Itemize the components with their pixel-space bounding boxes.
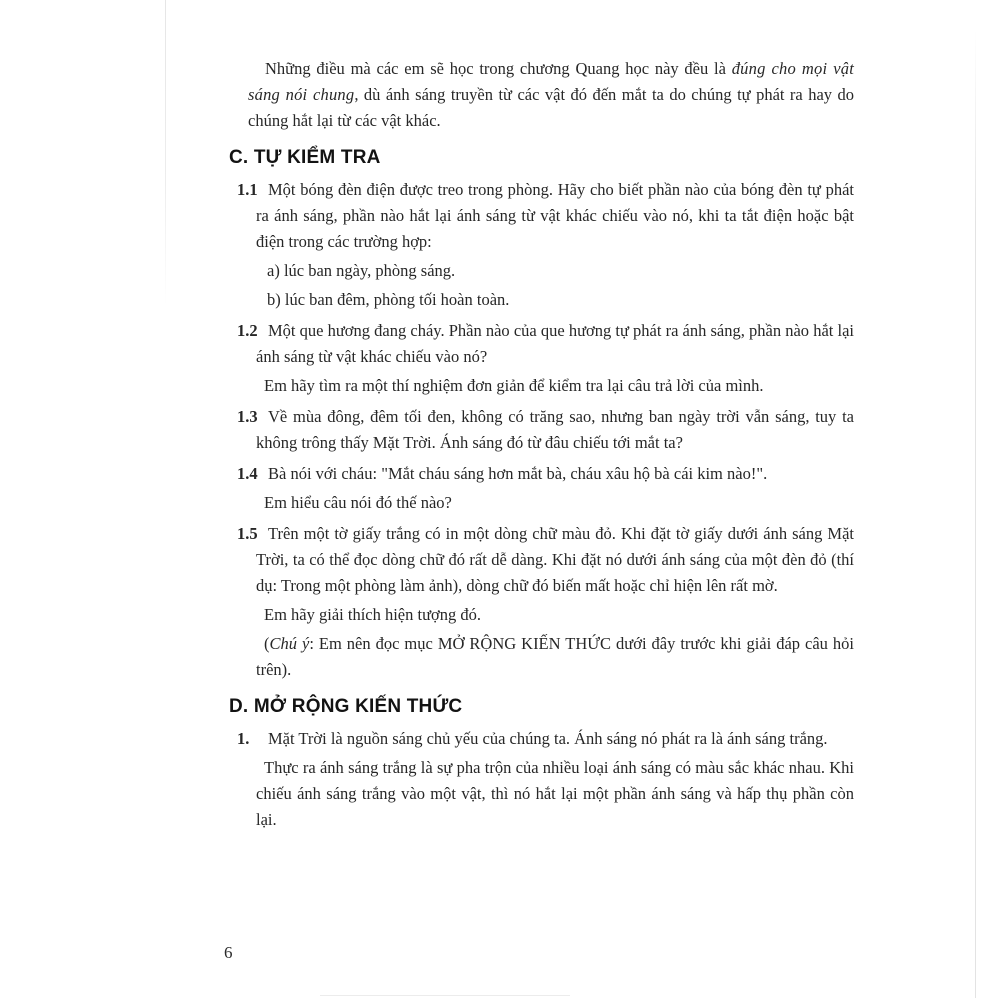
exercise-item-1-5 xyxy=(0,521,998,683)
item-text xyxy=(237,318,854,370)
expansion-item-1 xyxy=(0,726,998,833)
intro-tail-text: , dù ánh sáng truyền từ các vật đó đến mắt ta do chúng tự phát ra hay do chúng hắt lại từ các vật khác. xyxy=(248,85,854,130)
note-italic-lead: Chú ý xyxy=(269,634,310,653)
exercise-item-1-4 xyxy=(0,461,998,516)
sub-item-b: b) lúc ban đêm, phòng tối hoàn toàn. xyxy=(267,290,510,309)
item-paragraph: Em hãy tìm ra một thí nghiệm đơn giản để kiểm tra lại câu trả lời của mình. xyxy=(264,376,764,395)
item-number: 1.5 xyxy=(237,524,258,543)
item-body: Một que hương đang cháy. Phần nào của que hương tự phát ra ánh sáng, phần nào hắt lại ánh sáng từ vật khác chiếu vào nó? xyxy=(256,321,854,366)
sub-item-a: a) lúc ban ngày, phòng sáng. xyxy=(267,261,456,280)
section-d-heading: D. MỞ RỘNG KIẾN THỨC xyxy=(229,696,463,717)
exercise-item-1-3 xyxy=(0,404,998,456)
page-edge-line-right xyxy=(975,30,976,998)
section-c-heading: C. TỰ KIỂM TRA xyxy=(229,147,381,168)
item-text xyxy=(237,521,854,599)
item-body: Trên một tờ giấy trắng có in một dòng chữ màu đỏ. Khi đặt tờ giấy dưới ánh sáng Mặt Trời, ta có thể đọc dòng chữ đó rất dễ dàng. Khi đặt nó dưới ánh sáng của một đèn đỏ (thí dụ: Trong một phòng làm ảnh), dòng chữ đó biến mất hoặc chỉ hiện lên rất mờ. xyxy=(256,524,854,595)
item-number: 1.2 xyxy=(237,321,258,340)
note-open-paren: ( xyxy=(264,634,270,653)
exercise-item-1-1 xyxy=(0,177,998,313)
item-number: 1.3 xyxy=(237,407,258,426)
page-edge-line-left xyxy=(165,0,166,305)
item-text xyxy=(237,177,854,255)
item-body: Về mùa đông, đêm tối đen, không có trăng sao, nhưng ban ngày trời vẫn sáng, tuy ta không trông thấy Mặt Trời. Ánh sáng đó từ đâu chiếu tới mắt ta? xyxy=(256,407,854,452)
item-note xyxy=(256,631,854,683)
intro-paragraph xyxy=(248,56,854,134)
item-paragraph: Thực ra ánh sáng trắng là sự pha trộn của nhiều loại ánh sáng có màu sắc khác nhau. Khi chiếu ánh sáng trắng vào một vật, thì nó hắt lại một phần ánh sáng và hấp thụ phần còn lại. xyxy=(256,758,854,829)
item-paragraph: Em hiểu câu nói đó thế nào? xyxy=(264,493,452,512)
item-paragraph: Em hãy giải thích hiện tượng đó. xyxy=(264,605,482,624)
item-text xyxy=(237,461,854,487)
intro-italic-phrase: đúng cho mọi vật sáng nói chung xyxy=(248,59,855,104)
item-text xyxy=(237,726,854,752)
item-number: 1.4 xyxy=(237,464,258,483)
item-body: Một bóng đèn điện được treo trong phòng. Hãy cho biết phần nào của bóng đèn tự phát ra ánh sáng, phần nào hắt lại ánh sáng từ vật khác chiếu vào nó, khi ta tắt điện hoặc bật điện trong các trường hợp: xyxy=(256,180,854,251)
item-body: Mặt Trời là nguồn sáng chủ yếu của chúng ta. Ánh sáng nó phát ra là ánh sáng trắng. xyxy=(268,729,828,748)
exercise-item-1-2 xyxy=(0,318,998,399)
note-rest-text: : Em nên đọc mục MỞ RỘNG KIẾN THỨC dưới đây trước khi giải đáp câu hỏi trên). xyxy=(256,634,854,679)
item-body: Bà nói với cháu: "Mắt cháu sáng hơn mắt bà, cháu xâu hộ bà cái kim nào!". xyxy=(268,464,768,483)
item-number: 1. xyxy=(237,729,250,748)
page-edge-line-bottom xyxy=(320,995,570,996)
intro-lead-text: Những điều mà các em sẽ học trong chương Quang học này đều là xyxy=(265,59,726,78)
page-number: 6 xyxy=(224,943,233,962)
item-number: 1.1 xyxy=(237,180,258,199)
item-text xyxy=(237,404,854,456)
